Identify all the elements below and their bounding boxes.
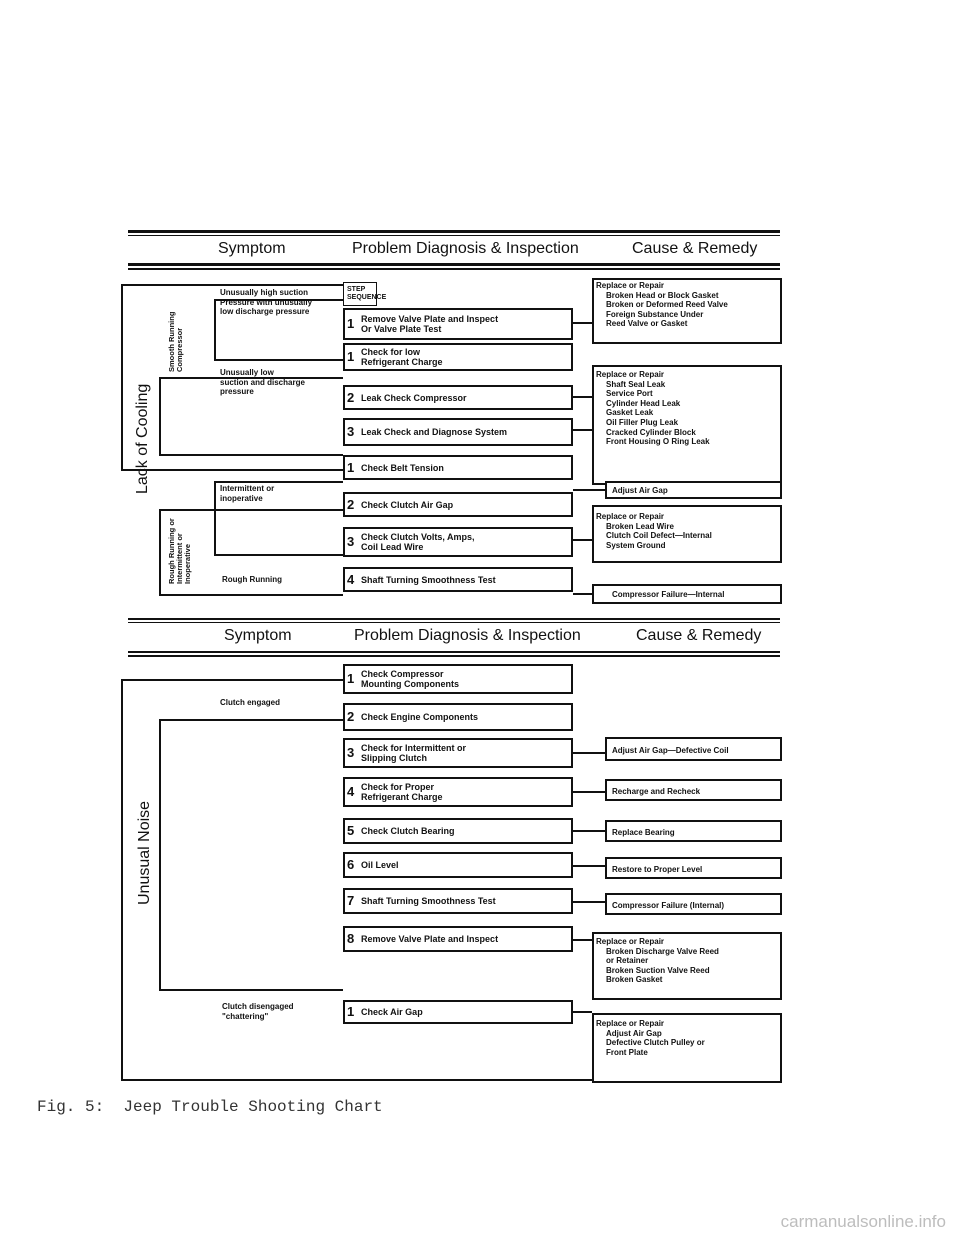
cause-s1-4-item-1: Broken Lead Wire xyxy=(606,521,674,531)
header-symptom-1: Symptom xyxy=(218,240,286,257)
header-cause-1: Cause & Remedy xyxy=(632,240,758,257)
s1-frame-lower-outer xyxy=(160,510,343,595)
cause-s2-6-item-1: Broken Discharge Valve Reed xyxy=(606,946,719,956)
step-s1-5-text: Check Belt Tension xyxy=(361,462,444,473)
group-rough-line-2: Intermittent or xyxy=(175,533,184,584)
step-s1-2-number: 1 xyxy=(347,349,355,364)
symptom-low-line-1: Unusually low xyxy=(220,368,274,377)
cause-s1-1-item-2: Broken or Deformed Reed Valve xyxy=(606,300,728,310)
cause-s2-7-title: Replace or Repair xyxy=(596,1019,665,1028)
cause-s2-7-item-3: Front Plate xyxy=(606,1047,648,1057)
cause-s2-6-title: Replace or Repair xyxy=(596,937,665,946)
header-symptom-2: Symptom xyxy=(224,627,292,644)
step-s2-1-number: 1 xyxy=(347,671,355,686)
step-s1-7-line-1: Check Clutch Volts, Amps, xyxy=(361,532,475,542)
symptom-high-line-1: Unusually high suction xyxy=(220,288,309,297)
step-s1-2-line-2: Refrigerant Charge xyxy=(361,357,443,367)
step-s1-4-number: 3 xyxy=(347,424,355,439)
step-s2-4-line-2: Refrigerant Charge xyxy=(361,792,443,802)
symptom-rough-running: Rough Running xyxy=(222,575,282,584)
cause-s2-7-item-1: Adjust Air Gap xyxy=(606,1028,662,1038)
step-s2-2-number: 2 xyxy=(347,709,355,724)
step-s2-9-text: Check Air Gap xyxy=(361,1007,423,1017)
category-lack-of-cooling: Lack of Cooling xyxy=(134,383,151,494)
step-s1-3-number: 2 xyxy=(347,389,355,405)
header-cause-2: Cause & Remedy xyxy=(636,627,762,644)
step-s2-6-number: 6 xyxy=(347,857,355,872)
symptom-high-line-2: Pressure with unusually xyxy=(220,297,313,307)
cause-s1-2-item-4: Gasket Leak xyxy=(606,408,654,418)
s2-frame-inner xyxy=(160,720,343,990)
symptom-low-line-3: pressure xyxy=(220,387,254,396)
s1-frame-inner-top xyxy=(215,297,343,360)
cause-s2-6-item-2: or Retainer xyxy=(606,956,649,966)
step-s1-6-text: Check Clutch Air Gap xyxy=(361,499,454,510)
step-s2-1-line-1: Check Compressor xyxy=(361,669,444,679)
step-s1-5-number: 1 xyxy=(347,459,355,475)
group-smooth-line-1: Smooth Running xyxy=(167,311,176,372)
step-s1-8-text: Shaft Turning Smoothness Test xyxy=(361,574,496,585)
step-s1-6-number: 2 xyxy=(347,496,355,512)
step-s2-4-number: 4 xyxy=(347,784,355,799)
cause-s1-4-item-2: Clutch Coil Defect—Internal xyxy=(606,531,712,541)
step-s2-8-text: Remove Valve Plate and Inspect xyxy=(361,934,499,944)
cause-s1-4-item-3: System Ground xyxy=(606,540,666,550)
symptom-low-line-2: suction and discharge xyxy=(220,377,305,387)
cause-s1-2-item-1: Shaft Seal Leak xyxy=(606,379,666,389)
watermark: carmanualsonline.info xyxy=(780,1212,946,1231)
step-s2-5-text: Check Clutch Bearing xyxy=(361,826,455,836)
step-s1-7-number: 3 xyxy=(347,534,355,549)
step-sequence-line-1: STEP xyxy=(347,286,366,293)
cause-s1-2-item-2: Service Port xyxy=(606,389,653,399)
symptom-intermittent-line-1: Intermittent or xyxy=(220,484,275,493)
header-diagnosis-2: Problem Diagnosis & Inspection xyxy=(354,627,581,644)
cause-s1-1-item-3: Foreign Substance Under xyxy=(606,309,704,319)
cause-s1-1-item-1: Broken Head or Block Gasket xyxy=(606,290,719,300)
symptom-clutch-engaged: Clutch engaged xyxy=(220,698,281,707)
cause-s1-2-item-5: Oil Filler Plug Leak xyxy=(606,417,679,427)
cause-s1-1-item-4: Reed Valve or Gasket xyxy=(606,319,688,329)
step-s2-3-line-1: Check for Intermittent or xyxy=(361,743,467,753)
symptom-intermittent-line-2: inoperative xyxy=(220,493,263,503)
step-s2-8-number: 8 xyxy=(347,931,355,946)
step-s1-1-line-2: Or Valve Plate Test xyxy=(361,324,442,334)
step-s1-2-line-1: Check for low xyxy=(361,347,421,357)
step-s1-1-number: 1 xyxy=(347,316,355,331)
cause-s1-2-item-3: Cylinder Head Leak xyxy=(606,398,681,408)
step-s1-8-number: 4 xyxy=(347,571,355,587)
step-s2-7-text: Shaft Turning Smoothness Test xyxy=(361,896,496,906)
symptom-disengaged-line-2: "chattering" xyxy=(222,1011,269,1021)
cause-s2-3-title: Replace Bearing xyxy=(612,828,675,837)
cause-s2-4-title: Restore to Proper Level xyxy=(612,865,703,874)
group-smooth-line-2: Compressor xyxy=(175,327,184,372)
step-s2-7-number: 7 xyxy=(347,893,355,908)
step-s2-9-number: 1 xyxy=(347,1004,355,1019)
step-s1-1-line-1: Remove Valve Plate and Inspect xyxy=(361,314,499,324)
step-s1-4-text: Leak Check and Diagnose System xyxy=(361,427,508,437)
cause-s1-5-title: Compressor Failure—Internal xyxy=(612,590,725,599)
symptom-high-line-3: low discharge pressure xyxy=(220,307,310,316)
step-sequence-line-2: SEQUENCE xyxy=(347,294,387,301)
cause-s2-1-title: Adjust Air Gap—Defective Coil xyxy=(612,746,729,755)
header-diagnosis-1: Problem Diagnosis & Inspection xyxy=(352,240,579,257)
step-s2-2-text: Check Engine Components xyxy=(361,712,479,722)
s1-frame-lower xyxy=(215,482,343,555)
step-s1-3-text: Leak Check Compressor xyxy=(361,392,467,403)
cause-s1-4-title: Replace or Repair xyxy=(596,512,665,521)
step-s2-6-text: Oil Level xyxy=(361,860,399,870)
cause-s2-2-title: Recharge and Recheck xyxy=(612,787,701,796)
step-s2-3-number: 3 xyxy=(347,745,355,760)
symptom-disengaged-line-1: Clutch disengaged xyxy=(222,1002,294,1011)
s2-frame-outer xyxy=(122,680,592,1080)
step-s1-7-line-2: Coil Lead Wire xyxy=(361,542,424,552)
cause-s1-1-title: Replace or Repair xyxy=(596,281,665,290)
figure-caption: Fig. 5: Jeep Trouble Shooting Chart xyxy=(37,1098,383,1116)
group-rough-line-1: Rough Running or xyxy=(167,518,176,584)
cause-s2-7-item-2: Defective Clutch Pulley or xyxy=(606,1038,705,1048)
cause-s1-2-item-6: Cracked Cylinder Block xyxy=(606,427,696,437)
cause-s1-2-title: Replace or Repair xyxy=(596,370,665,379)
s1-frame-inner-mid xyxy=(160,378,343,455)
cause-s1-2-item-7: Front Housing O Ring Leak xyxy=(606,437,710,447)
cause-s2-6-item-3: Broken Suction Valve Reed xyxy=(606,965,710,975)
group-rough-line-3: Inoperative xyxy=(183,543,192,584)
step-s2-1-line-2: Mounting Components xyxy=(361,679,459,689)
cause-s1-3-title: Adjust Air Gap xyxy=(612,486,668,495)
cause-s2-5-title: Compressor Failure (Internal) xyxy=(612,901,725,910)
step-s2-4-line-1: Check for Proper xyxy=(361,782,435,792)
category-unusual-noise: Unusual Noise xyxy=(136,800,153,905)
step-s2-3-line-2: Slipping Clutch xyxy=(361,753,427,763)
cause-s2-6-item-4: Broken Gasket xyxy=(606,975,663,985)
step-s2-5-number: 5 xyxy=(347,823,355,838)
